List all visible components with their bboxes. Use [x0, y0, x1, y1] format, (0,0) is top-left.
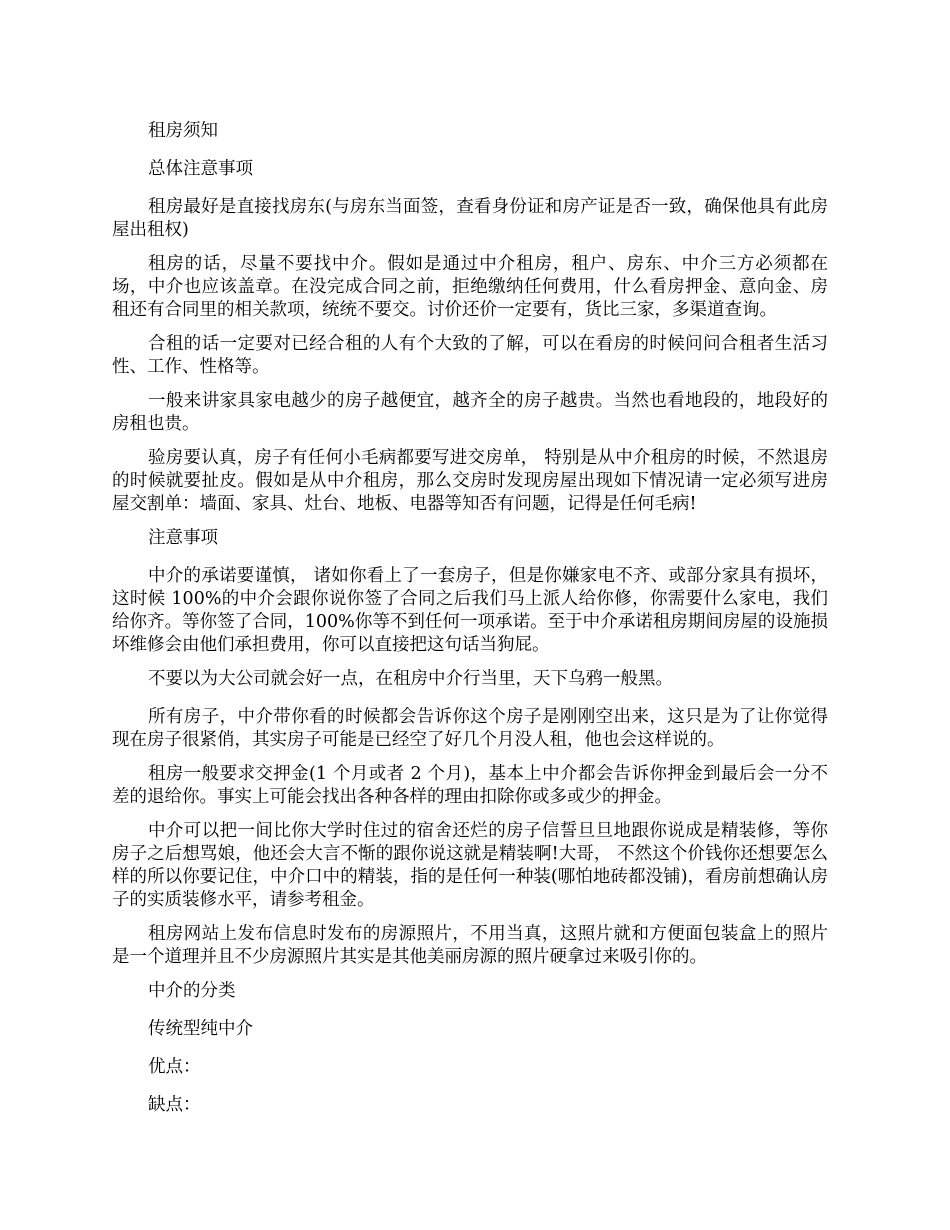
- paragraph: 租房一般要求交押金(1 个月或者 2 个月)，基本上中介都会告诉你押金到最后会一分不差的退给你。事实上可能会找出各种各样的理由扣除你或多或少的押金。: [112, 764, 828, 807]
- pros-label: 优点：: [148, 1057, 201, 1077]
- paragraph: 租房最好是直接找房东(与房东当面签，查看身份证和房产证是否一致，确保他具有此房屋出租权): [112, 197, 828, 240]
- doc-title: 租房须知: [148, 121, 218, 141]
- document-page: [112, 120, 828, 1132]
- subheading-traditional-agency: 传统型纯中介: [148, 1019, 253, 1039]
- paragraph: 一般来讲家具家电越少的房子越便宜，越齐全的房子越贵。当然也看地段的，地段好的房租也贵。: [112, 391, 828, 434]
- paragraph: 所有房子，中介带你看的时候都会告诉你这个房子是刚刚空出来，这只是为了让你觉得现在房子很紧俏，其实房子可能是已经空了好几个月没人租，他也会这样说的。: [112, 707, 828, 750]
- paragraph: 合租的话一定要对已经合租的人有个大致的了解，可以在看房的时候问问合租者生活习性、工作、性格等。: [112, 334, 828, 377]
- paragraph: 租房的话，尽量不要找中介。假如是通过中介租房，租户、房东、中介三方必须都在场，中介也应该盖章。在没完成合同之前，拒绝缴纳任何费用，什么看房押金、意向金、房租还有合同里的相关款项，统统不要交。讨价还价一定要有，货比三家，多渠道查询。: [112, 254, 828, 320]
- section-heading-agency-types: 中介的分类: [148, 981, 236, 1001]
- paragraph: 验房要认真，房子有任何小毛病都要写进交房单， 特别是从中介租房的时候，不然退房的时候就要扯皮。假如是从中介租房，那么交房时发现房屋出现如下情况请一定必须写进房屋交割单：墙面、家具、灶台、地板、电器等知否有问题，记得是任何毛病!: [112, 448, 828, 514]
- paragraph: 中介可以把一间比你大学时住过的宿舍还烂的房子信誓旦旦地跟你说成是精装修，等你房子之后想骂娘，他还会大言不惭的跟你说这就是精装啊!大哥， 不然这个价钱你还想要怎么样的所以你要记住，中介口中的精装，指的是任何一种装(哪怕地砖都没铺)，看房前想确认房子的实质装修水平，请参考租金。: [112, 821, 828, 910]
- section-heading-notes: 注意事项: [148, 528, 218, 548]
- section-heading-general: 总体注意事项: [148, 159, 253, 179]
- paragraph: 中介的承诺要谨慎， 诸如你看上了一套房子，但是你嫌家电不齐、或部分家具有损坏，这时候 100%的中介会跟你说你签了合同之后我们马上派人给你修，你需要什么家电，我们给你齐。等你签了合同，100%你等不到任何一项承诺。至于中介承诺租房期间房屋的设施损坏维修会由他们承担费用，你可以直接把这句话当狗屁。: [112, 566, 828, 655]
- cons-label: 缺点：: [148, 1095, 201, 1115]
- paragraph: 租房网站上发布信息时发布的房源照片，不用当真，这照片就和方便面包装盒上的照片是一个道理并且不少房源照片其实是其他美丽房源的照片硬拿过来吸引你的。: [112, 924, 828, 967]
- paragraph: 不要以为大公司就会好一点，在租房中介行当里，天下乌鸦一般黑。: [148, 669, 673, 689]
